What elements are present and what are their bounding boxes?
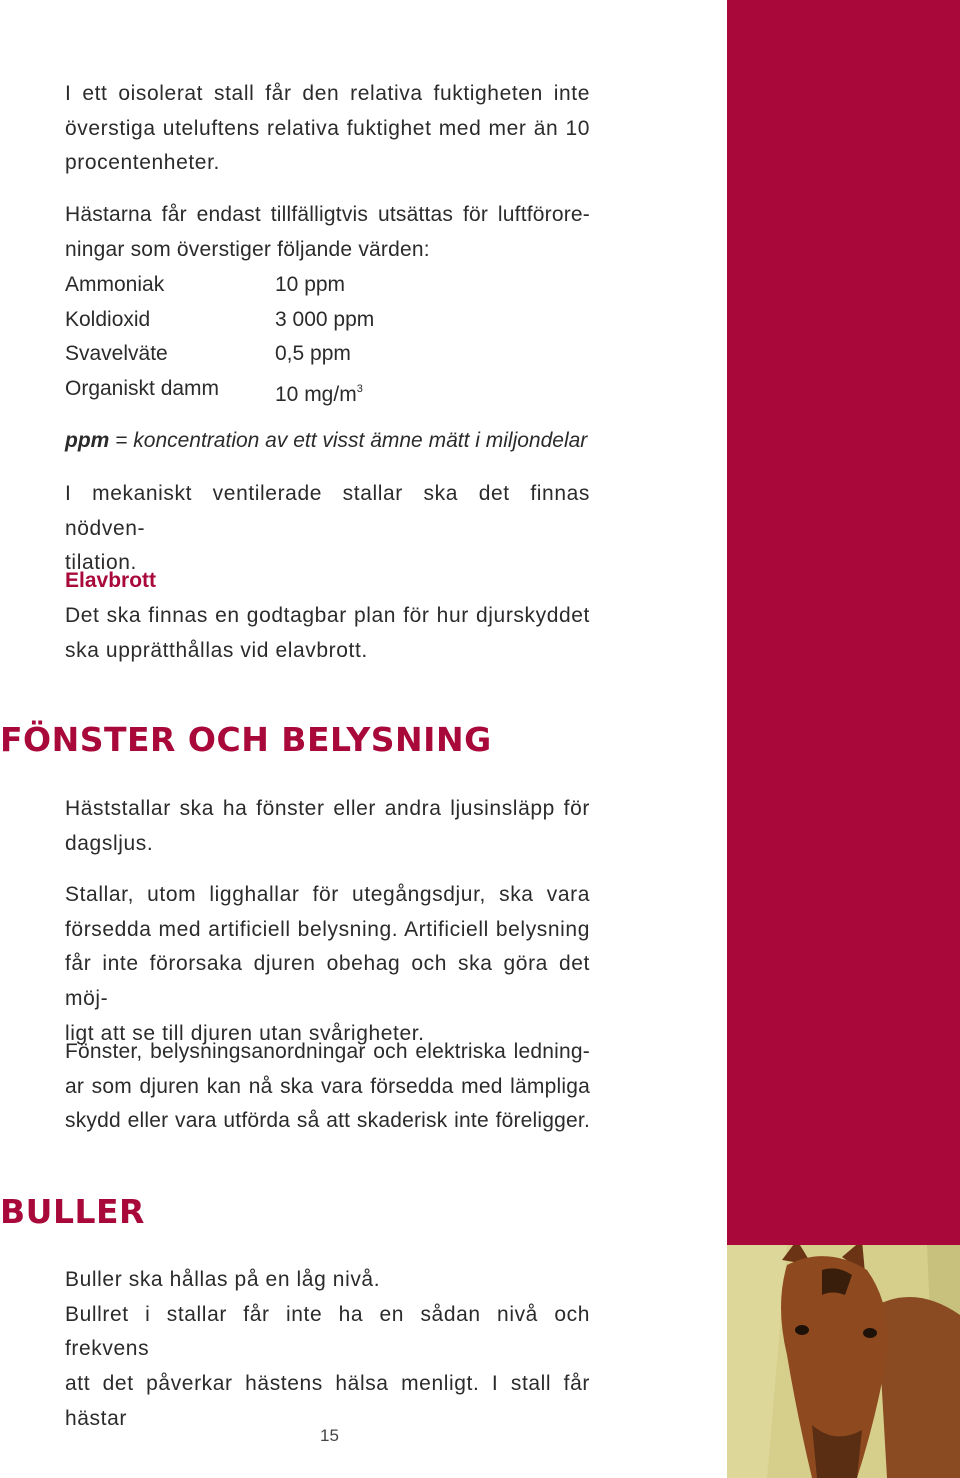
text-line: ar som djuren kan nå ska vara försedda med lämpliga — [65, 1074, 590, 1098]
pollutant-limit — [275, 372, 363, 413]
noise-heading: BULLER — [0, 1192, 145, 1231]
table-row — [65, 337, 374, 372]
pollutants-paragraph — [65, 198, 590, 267]
text-line: Bullret i stallar får inte ha en sådan nivå och frekvens — [65, 1302, 590, 1361]
text-line: ska upprätthållas vid elavbrott. — [65, 638, 368, 662]
pollutant-name: Ammoniak — [65, 273, 165, 296]
lighting-paragraph — [65, 878, 590, 1052]
humidity-paragraph — [65, 77, 590, 181]
electrical-safety-paragraph — [65, 1035, 590, 1139]
note-definition: = koncentration av ett visst ämne mätt i miljondelar — [109, 429, 588, 452]
text-line: I mekaniskt ventilerade stallar ska det finnas nödven- — [65, 482, 590, 540]
pollutant-limit: 3 000 ppm — [275, 307, 375, 331]
table-row — [65, 268, 374, 303]
table-row — [65, 303, 374, 338]
sidebar-color-band — [727, 0, 960, 1245]
ppm-definition-note — [65, 424, 587, 459]
pollutant-limit: 0,5 ppm — [275, 342, 351, 366]
pollutant-name: Svavelväte — [65, 342, 168, 366]
pollutant-name: Organiskt damm — [65, 377, 220, 401]
text-line: I ett oisolerat stall får den relativa fuktigheten inte — [65, 82, 590, 105]
power-outage-subheading: Elavbrott — [65, 569, 157, 592]
text-line: Hästarna får endast tillfälligtvis utsättas för luftförore- — [65, 203, 590, 226]
horse-photo — [727, 1245, 960, 1478]
text-line: får inte förorsaka djuren obehag och ska göra det möj- — [65, 952, 590, 1011]
table-row — [65, 372, 374, 413]
text-line: tilation. — [65, 551, 137, 575]
windows-lighting-heading: FÖNSTER OCH BELYSNING — [0, 720, 492, 759]
text-line: Buller ska hållas på en låg nivå. — [65, 1268, 381, 1291]
text-line: försedda med artificiell belysning. Artificiell belysning — [65, 917, 590, 941]
text-line: skydd eller vara utförda så att skaderisk inte föreligger. — [65, 1109, 590, 1133]
noise-paragraph — [65, 1263, 590, 1437]
pollutant-limit: 10 ppm — [275, 273, 346, 296]
text-line: överstiga uteluftens relativa fuktighet med mer än 10 — [65, 116, 590, 140]
note-term: ppm — [65, 429, 110, 452]
text-line: ningar som överstiger följande värden: — [65, 237, 430, 261]
power-outage-paragraph — [65, 599, 590, 668]
text-line: ligt att se till djuren utan svårigheter. — [65, 1021, 425, 1045]
text-line: Häststallar ska ha fönster eller andra ljusinsläpp för — [65, 797, 590, 820]
windows-paragraph — [65, 792, 590, 861]
text-line: Det ska finnas en godtagbar plan för hur djurskyddet — [65, 604, 590, 627]
text-line: procentenheter. — [65, 151, 220, 175]
pollutant-name: Koldioxid — [65, 307, 151, 331]
pollutant-limit-value: 10 mg/m — [275, 383, 357, 407]
text-line: dagsljus. — [65, 831, 154, 855]
pollutant-limits-table — [65, 268, 374, 413]
text-line: Stallar, utom ligghallar för utegångsdjur, ska vara — [65, 883, 590, 906]
text-line: Fönster, belysningsanordningar och elektriska ledning- — [65, 1040, 590, 1063]
unit-exponent: 3 — [356, 383, 363, 396]
page-number: 15 — [320, 1426, 339, 1445]
text-line: att det påverkar hästens hälsa menligt. I stall får hästar — [65, 1372, 590, 1430]
